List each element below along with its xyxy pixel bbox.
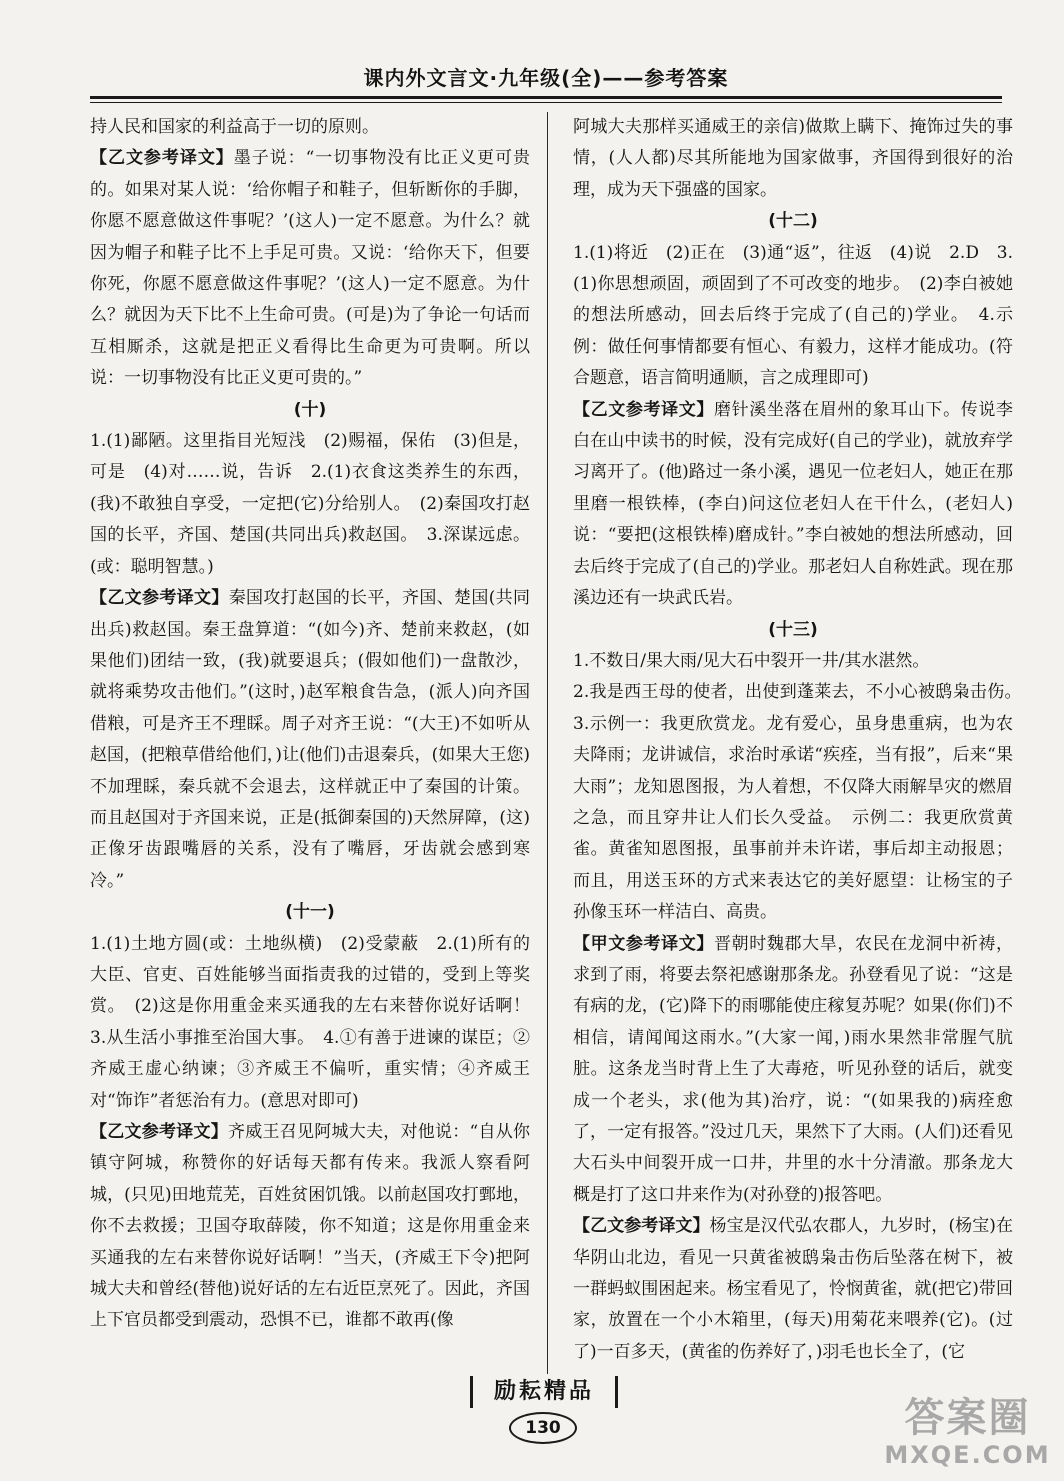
answer-paragraph: 2.我是西王母的使者，出使到蓬莱去，不小心被鸱枭击伤。 3.示例一：我更欣赏龙。龙有爱心，虽身患重病，也为农夫降雨；龙讲诚信，求治时承诺“疾痊，当有报”，后来“果大雨”；龙知恩图报，为人着想，不仅降大雨解旱灾的燃眉之急，而且穿井让人们长久受益。 示例二：我更欣赏黄雀。黄雀知恩图报，虽事前并未许诺，事后却主动报恩；而且，用送玉环的方式来表达它的美好愿望：让杨宝的子孙像玉环一样洁白、高贵。 (573, 682, 1030, 923)
translation-text: 晋朝时魏郡大旱，农民在龙洞中祈祷，求到了雨，将要去祭祀感谢那条龙。孙登看见了说：“这是有病的龙，(它)降下的雨哪能使庄稼复苏呢？如果(你们)不相信，请闻闻这雨水。”(大家一闻，)雨水果然非常腥气肮脏。这条龙当时背上生了大毒疮，听见孙登的话后，就变成一个老头，求(他为其)治疗，说：“(如果我的)病痊愈了，一定有报答。”没过几天，果然下了大雨。(人们)还看见大石头中间裂开成一口井，井里的水十分清澈。那条龙大概是打了这口井来作为(对孙登的)报答吧。 (573, 933, 1013, 1205)
page-number: 130 (509, 1412, 577, 1444)
translation-text: 杨宝是汉代弘农郡人，九岁时，(杨宝)在华阴山北边，看见一只黄雀被鸱枭击伤后坠落在树下，被一群蚂蚁围困起来。杨宝看见了，怜悯黄雀，就(把它)带回家，放置在一个小木箱里，(每天)用菊花来喂养(它)。(过了)一百多天，(黄雀的伤养好了，)羽毛也长全了，(它 (573, 1216, 1014, 1362)
translation-paragraph (573, 929, 1013, 1212)
answer-paragraph: 阿城大夫那样买通威王的亲信)做欺上瞒下、掩饰过失的事情，(人人都)尽其所能地为国家做事，齐国得到很好的治理，成为天下强盛的国家。 (573, 117, 1013, 200)
right-column (573, 112, 1030, 1368)
watermark-cn: 答案圈 (904, 1395, 1031, 1441)
translation-paragraph (573, 1211, 1013, 1368)
answer-paragraph: 1.(1)土地方圆(或：土地纵横) (2)受蒙蔽 2.(1)所有的大臣、官吏、百姓能够当面指责我的过错的，受到上等奖赏。 (2)这是你用重金来买通我的左右来替你说好话啊！ 3.从生活小事推至治国大事。 4.①有善于进谏的谋臣；②齐威王虚心纳谏；③齐威王不偏听，重实情；④齐威王对“饰诈”者惩治有力。(意思对即可) (90, 933, 547, 1111)
section-heading: (十二) (768, 211, 818, 232)
translation-label: 【乙文参考译文】 (573, 1216, 710, 1237)
header-rule-thin (90, 102, 1002, 103)
header-rule (90, 96, 1002, 99)
brand-label: 励耘精品 (470, 1376, 618, 1408)
translation-paragraph (90, 143, 530, 394)
section-heading: (十三) (768, 619, 818, 640)
translation-text: 秦国攻打赵国的长平，齐国、楚国(共同出兵)救赵国。秦王盘算道：“(如今)齐、楚前来救赵，(如果他们)团结一致，(我)就要退兵；(假如他们)一盘散沙，就将乘势攻击他们。”(这时，)赵军粮食告急，(派人)向齐国借粮，可是齐王不理睬。周子对齐王说：“(大王)不如听从赵国，(把粮草借给他们，)让(他们)击退秦兵，(如果大王您)不加理睬，秦兵就不会退去，这样就正中了秦国的计策。而且赵国对于齐国来说，正是(抵御秦国的)天然屏障，(这)正像牙齿跟嘴唇的关系，没有了嘴唇，牙齿就会感到寒冷。” (90, 588, 531, 891)
translation-paragraph (573, 395, 1013, 615)
answer-paragraph: 持人民和国家的利益高于一切的原则。 (90, 117, 379, 137)
translation-text: 齐威王召见阿城大夫，对他说：“自从你镇守阿城，称赞你的好话每天都有传来。我派人察看阿城，(只见)田地荒芜，百姓贫困饥饿。以前赵国攻打鄄地，你不去救援；卫国夺取薛陵，你不知道；这是你用重金来买通我的左右来替你说好话啊！”当天，(齐威王下令)把阿城大夫和曾经(替他)说好话的左右近臣烹死了。因此，齐国上下官员都受到震动，恐惧不已，谁都不敢再(像 (90, 1122, 530, 1331)
translation-label: 【乙文参考译文】 (90, 588, 229, 609)
translation-label: 【乙文参考译文】 (90, 148, 234, 169)
translation-text: 磨针溪坐落在眉州的象耳山下。传说李白在山中读书的时候，没有完成好(自己的学业)，就放弃学习离开了。(他)路过一条小溪，遇见一位老妇人，她正在那里磨一根铁棒，(李白)问这位老妇人在干什么，(老妇人)说：“要把(这根铁棒)磨成针。”李白被她的想法所感动，回去后终于完成了(自己的)学业。那老妇人自称姓武。现在那溪边还有一块武氏岩。 (573, 399, 1013, 609)
section-heading: (十) (293, 399, 327, 420)
left-column (90, 112, 547, 1337)
translation-label: 【甲文参考译文】 (573, 933, 714, 954)
translation-paragraph (90, 583, 530, 897)
answer-paragraph: 1.不数日/果大雨/见大石中裂开一井/其水湛然。 (573, 650, 930, 671)
page-title: 课内外文言文·九年级(全)——参考答案 (363, 66, 729, 90)
answer-paragraph: 1.(1)将近 (2)正在 (3)通“返”，往返 (4)说 2.D 3.(1)你思想顽固，顽固到了不可改变的地步。 (2)李白被她的想法所感动，回去后终于完成了(自己的)学业。 4.示例：做任何事情都要有恒心、有毅力，这样才能成功。(符合题意，语言简明通顺，言之成理即可) (573, 242, 1013, 389)
column-divider (547, 112, 548, 1374)
watermark-en: MXQE.COM (884, 1441, 1051, 1469)
translation-label: 【乙文参考译文】 (90, 1122, 229, 1142)
translation-text: 墨子说：“一切事物没有比正义更可贵的。如果对某人说：‘给你帽子和鞋子，但斩断你的手脚，你愿不愿意做这件事呢？’(这人)一定不愿意。为什么？就因为帽子和鞋子比不上手足可贵。又说：‘给你天下，但要你死，你愿不愿意做这件事呢？’(这人)一定不愿意。为什么？就因为天下比不上生命可贵。(可是)为了争论一句话而互相厮杀，这就是把正义看得比生命更为可贵啊。所以说：一切事物没有比正义更可贵的。” (90, 148, 530, 389)
section-heading: (十一) (285, 902, 335, 923)
translation-paragraph (90, 1117, 530, 1337)
answer-paragraph: 1.(1)鄙陋。这里指目光短浅 (2)赐福，保佑 (3)但是，可是 (4)对……说，告诉 2.(1)衣食这类养生的东西，(我)不敢独自享受，一定把(它)分给别人。 (2)秦国攻打赵国的长平，齐国、楚国(共同出兵)救赵国。 3.深谋远虑。(或：聪明智慧。) (90, 431, 530, 577)
translation-label: 【乙文参考译文】 (573, 399, 714, 420)
watermark (880, 1395, 1055, 1469)
